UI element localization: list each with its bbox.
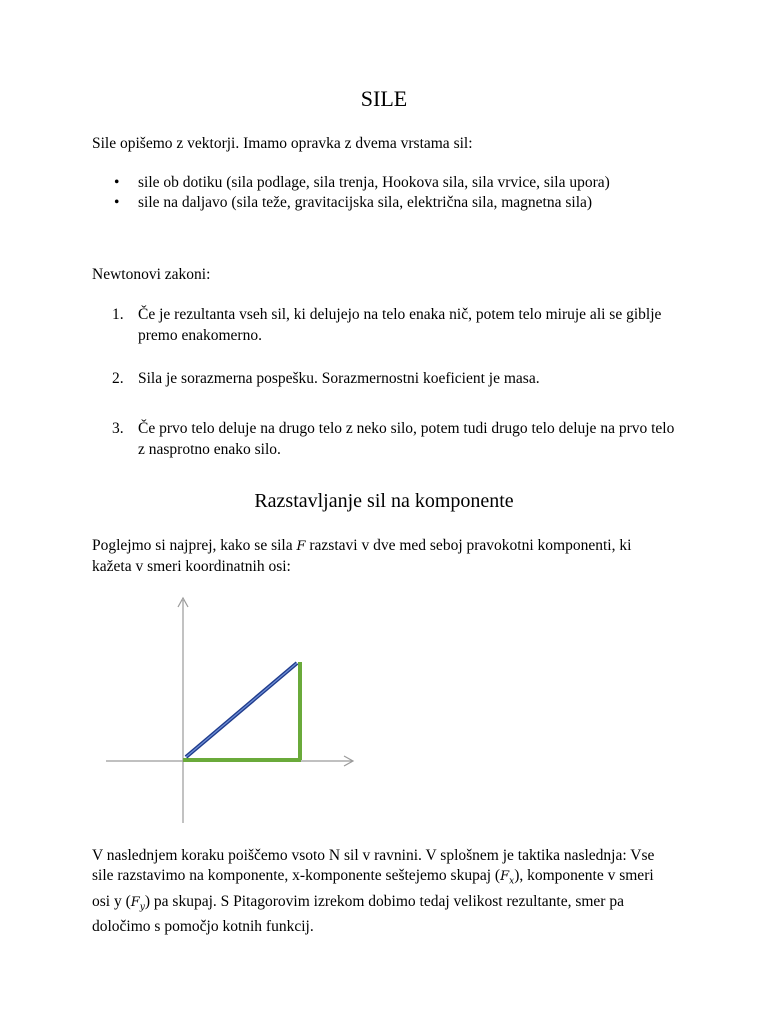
law-number: 1. [112, 306, 124, 323]
force-symbol: F [296, 539, 306, 554]
paragraph-text: razstavi v dve med seboj pravokotni komponenti, ki kažeta v smeri koordinatnih osi: [92, 537, 632, 575]
fx-symbol: $F_x$ [500, 869, 515, 887]
law-text: Če prvo telo deluje na drugo telo z neko silo, potem tudi drugo telo deluje na prvo telo z nasprotno enako silo. [138, 420, 675, 458]
paragraph-text: ), komponente v smeri osi y ( [92, 867, 654, 910]
paragraph-text: Poglejmo si najprej, kako se sila [92, 537, 297, 554]
newton-law-3 [92, 418, 682, 460]
page-title: SILE [360, 86, 408, 111]
paragraph-text: ) pa skupaj. S Pitagorovim izrekom dobimo tedaj velikost rezultante, smer pa določimo s pomočjo kotnih funkcij. [92, 892, 624, 936]
list-item-text: sile ob dotiku (sila podlage, sila trenja, Hookova sila, sila vrvice, sila upora) [138, 174, 610, 191]
force-vector-highlight [186, 663, 297, 757]
list-item [92, 173, 682, 193]
bullet-icon: • [114, 174, 120, 191]
law-number: 2. [112, 370, 124, 387]
law-number: 3. [112, 420, 124, 437]
law-text: Če je rezultanta vseh sil, ki delujejo na telo enaka nič, potem telo miruje ali se giblje premo enakomerno. [138, 306, 662, 344]
summation-paragraph [92, 846, 672, 937]
law-text: Sila je sorazmerna pospešku. Sorazmernostni koeficient je masa. [138, 370, 540, 387]
bullet-icon: • [114, 194, 120, 211]
newton-laws-heading: Newtonovi zakoni: [92, 266, 211, 283]
section-subtitle: Razstavljanje sil na komponente [254, 490, 514, 512]
fy-symbol: $F_y$ [130, 894, 145, 913]
force-types-list [92, 173, 682, 213]
paragraph-text: V naslednjem koraku poiščemo vsoto N sil v ravnini. V splošnem je taktika naslednja: Vse sile razstavimo na komponente, x-komponente seštejemo skupaj ( [92, 847, 655, 884]
intro-paragraph: Sile opišemo z vektorji. Imamo opravka z dvema vrstama sil: [92, 135, 473, 152]
decomposition-paragraph [92, 536, 652, 577]
list-item-text: sile na daljavo (sila teže, gravitacijska sila, električna sila, magnetna sila) [138, 194, 593, 211]
newton-law-2 [92, 368, 682, 389]
list-item [92, 193, 682, 213]
force-decomposition-diagram [100, 590, 360, 830]
newton-law-1 [92, 304, 682, 346]
